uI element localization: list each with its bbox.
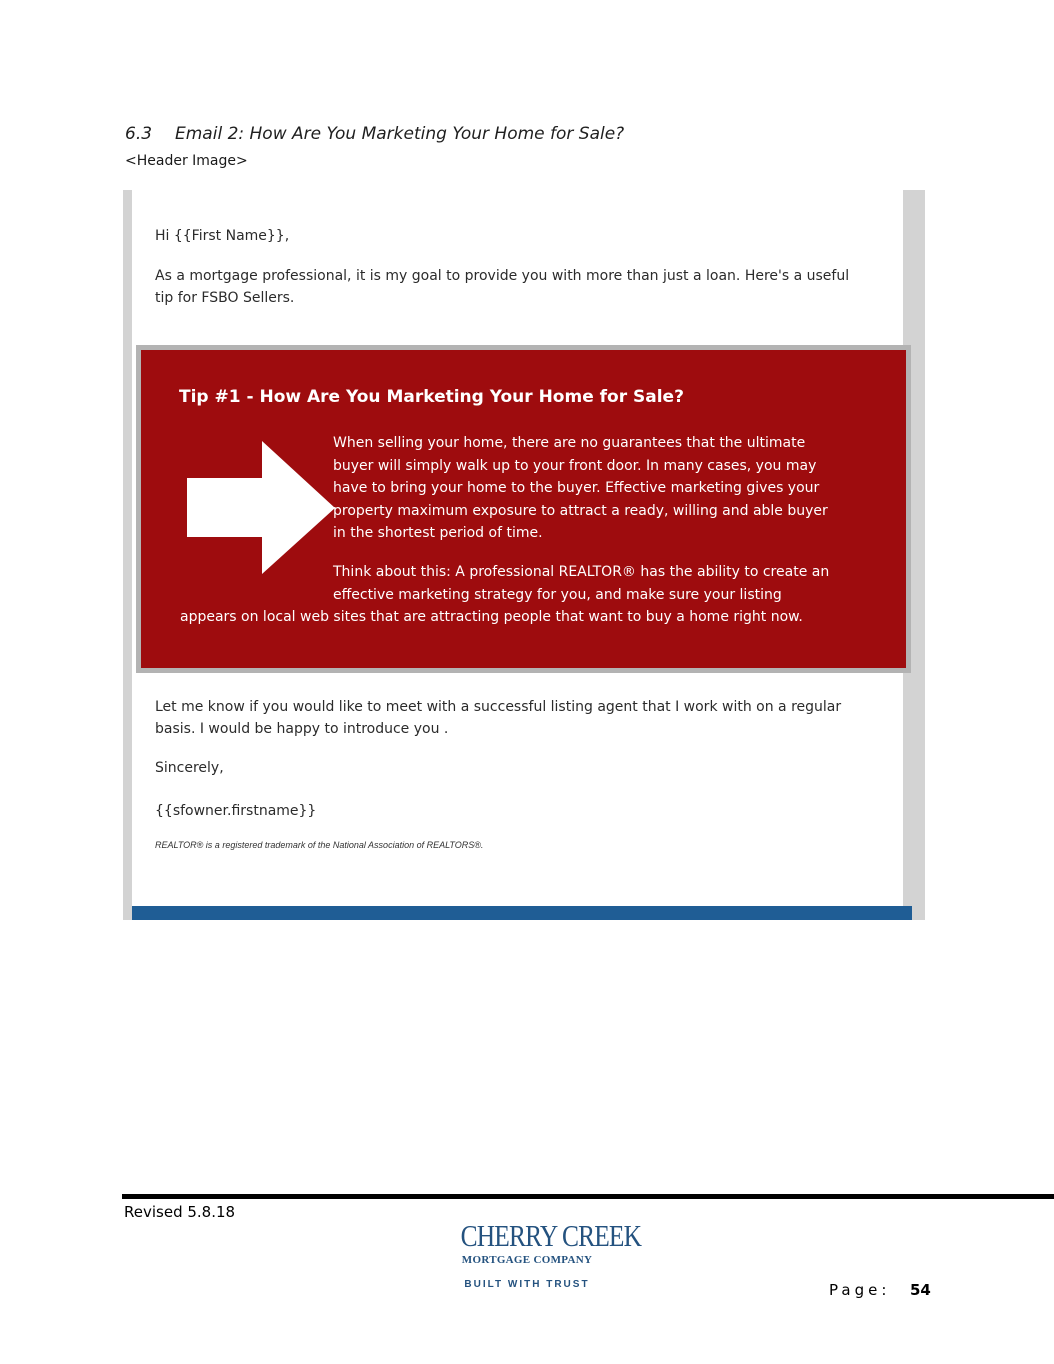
tip-line: property maximum exposure to attract a ready, willing and able buyer xyxy=(333,502,828,519)
revision-date: Revised 5.8.18 xyxy=(124,1203,236,1221)
tip-box xyxy=(136,345,911,673)
email-greeting: Hi {{First Name}}, xyxy=(155,228,290,244)
tip-line: effective marketing strategy for you, and make sure your listing xyxy=(333,586,782,603)
tip-title: Tip #1 - How Are You Marketing Your Home for Sale? xyxy=(179,387,684,407)
section-heading xyxy=(125,124,624,144)
email-signature: {{sfowner.firstname}} xyxy=(155,803,317,819)
page-number: 54 xyxy=(910,1281,931,1299)
closing-line: Let me know if you would like to meet with a successful listing agent that I work with on a regular xyxy=(155,699,842,715)
email-signoff: Sincerely, xyxy=(155,760,224,776)
tip-line: appears on local web sites that are attracting people that want to buy a home right now. xyxy=(180,609,803,625)
email-intro xyxy=(155,265,849,309)
tip-line: Think about this: A professional REALTOR® has the ability to create an xyxy=(333,564,830,580)
section-title: Email 2: How Are You Marketing Your Home for Sale? xyxy=(175,124,625,144)
trademark-notice: REALTOR® is a registered trademark of the National Association of REALTORS®. xyxy=(155,840,484,850)
closing-line: basis. I would be happy to introduce you . xyxy=(155,721,449,737)
intro-line: tip for FSBO Sellers. xyxy=(155,290,295,306)
logo-tagline: BUILT WITH TRUST xyxy=(464,1279,590,1290)
tip-line: When selling your home, there are no guarantees that the ultimate xyxy=(333,435,806,451)
intro-line: As a mortgage professional, it is my goal to provide you with more than just a loan. Here's a useful xyxy=(155,268,850,284)
tip-paragraph-2 xyxy=(333,561,829,606)
email-preview xyxy=(123,190,925,920)
header-image-placeholder: <Header Image> xyxy=(125,153,248,169)
tip-panel xyxy=(141,350,906,668)
page-label: Page: xyxy=(829,1281,891,1299)
company-logo xyxy=(446,1218,642,1290)
tip-paragraph-1 xyxy=(333,432,828,545)
email-footer-band xyxy=(132,906,912,920)
tip-line: in the shortest period of time. xyxy=(333,525,543,541)
logo-subtitle: MORTGAGE COMPANY xyxy=(461,1254,593,1266)
logo-name: CHERRY CREEK xyxy=(460,1218,642,1253)
tip-line: buyer will simply walk up to your front door. In many cases, you may xyxy=(333,457,817,474)
tip-paragraph-2-end xyxy=(180,606,803,629)
footer-divider xyxy=(122,1194,1054,1199)
email-closing xyxy=(155,696,841,740)
arrow-right-icon xyxy=(187,441,337,576)
tip-line: have to bring your home to the buyer. Effective marketing gives your xyxy=(333,480,820,496)
section-number: 6.3 xyxy=(125,124,153,144)
